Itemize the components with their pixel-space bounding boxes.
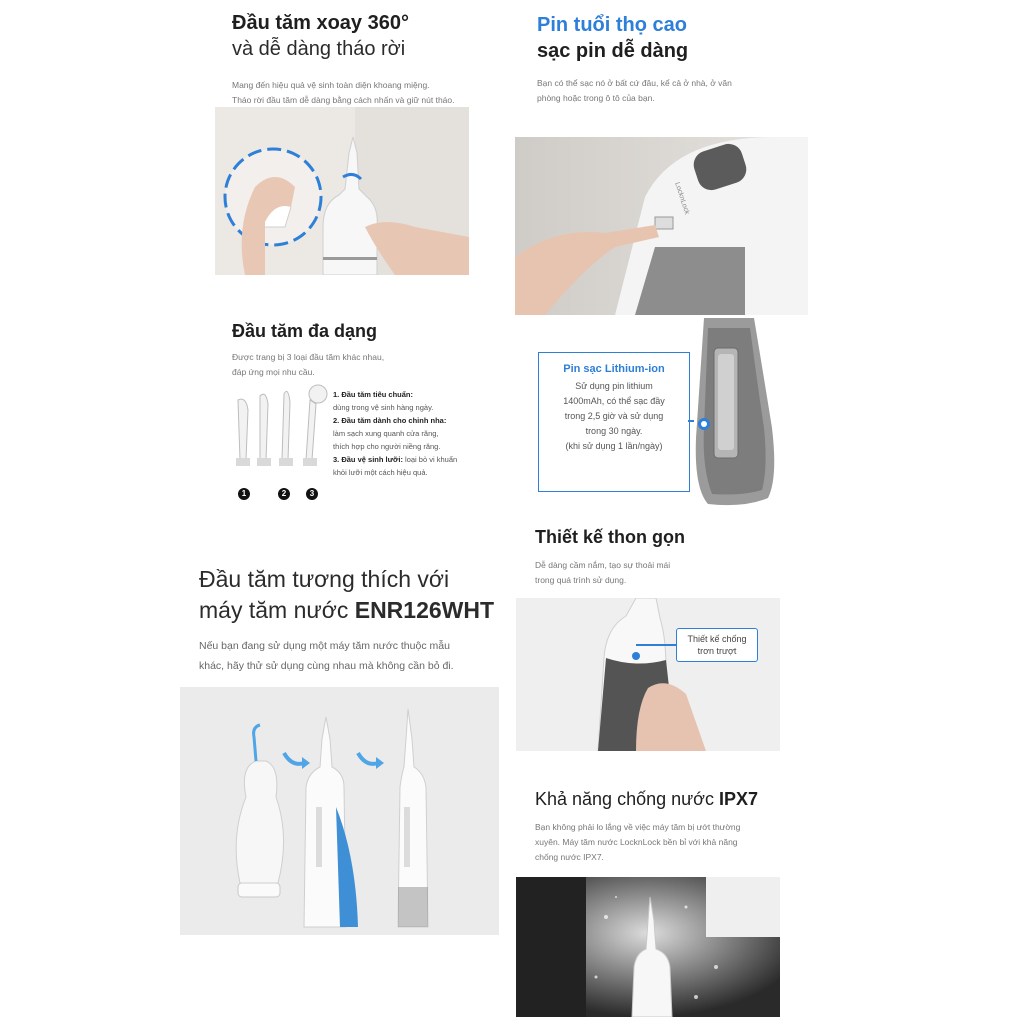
brand-label: LocknLock bbox=[673, 181, 691, 216]
slim-design-desc-1: Dễ dàng cầm nắm, tạo sự thoải mái bbox=[535, 560, 671, 570]
various-heads-title: Đầu tăm đa dạng bbox=[232, 321, 378, 341]
anti-slip-label bbox=[676, 628, 758, 662]
section-battery bbox=[537, 12, 732, 106]
compatible-desc-1: Nếu bạn đang sử dụng một máy tăm nước thuộc mẫu bbox=[199, 640, 450, 652]
rotating-head-subtitle: và dễ dàng tháo rời bbox=[232, 38, 406, 60]
slim-design-title: Thiết kế thon gọn bbox=[535, 527, 685, 547]
waterproof-desc-2: xuyên. Máy tăm nước LocknLock bền bỉ với khả năng bbox=[535, 837, 738, 847]
section-various-heads bbox=[232, 318, 384, 380]
lithium-callout-line: trong 2,5 giờ và sử dụng bbox=[564, 411, 664, 421]
section-slim-design bbox=[535, 524, 685, 588]
waterproof-desc-1: Bạn không phải lo lắng về việc máy tăm bị ướt thường bbox=[535, 822, 741, 832]
slim-design-photo bbox=[516, 598, 780, 751]
rotating-head-title: Đầu tăm xoay 360° bbox=[232, 12, 409, 34]
lithium-callout-line: 1400mAh, có thể sạc đầy bbox=[563, 396, 665, 406]
model-number: ENR126WHT bbox=[354, 597, 495, 623]
nozzle-type-item: 1. Đầu tăm tiêu chuẩn: dùng trong vệ sinh hàng ngày. bbox=[333, 390, 434, 412]
nozzle-number-3: 3 bbox=[306, 488, 318, 500]
ipx7-rating: IPX7 bbox=[718, 789, 759, 809]
waterproof-title bbox=[535, 786, 758, 812]
lithium-callout-line: trong 30 ngày. bbox=[585, 426, 643, 436]
waterproof-title-text: Khả năng chống nước bbox=[535, 789, 719, 809]
section-compatible bbox=[199, 564, 494, 676]
nozzle-type-item: 2. Đầu tăm dành cho chỉnh nha: làm sạch xung quanh cửa răng, thích hợp cho người niềng răng. bbox=[333, 416, 447, 451]
lithium-callout-line: Sử dụng pin lithium bbox=[575, 381, 653, 391]
compatible-devices-photo bbox=[180, 687, 499, 935]
battery-title: Pin tuổi thọ cao bbox=[537, 14, 687, 36]
anti-slip-label-line2: trơn trượt bbox=[697, 646, 737, 656]
compatible-title-prefix: máy tăm nước bbox=[199, 597, 355, 623]
nozzle-number-2: 2 bbox=[278, 488, 290, 500]
various-heads-desc-2: đáp ứng mọi nhu cầu. bbox=[232, 367, 315, 377]
compatible-title-line2 bbox=[199, 595, 494, 626]
charging-photo bbox=[515, 137, 808, 315]
lithium-battery-callout bbox=[538, 352, 690, 492]
anti-slip-label-line1: Thiết kế chống bbox=[687, 634, 747, 644]
battery-desc-2: phòng hoặc trong ô tô của bạn. bbox=[537, 93, 655, 103]
nozzle-illustration bbox=[226, 380, 336, 500]
battery-desc-1: Bạn có thể sạc nó ở bất cứ đâu, kể cả ở nhà, ở văn bbox=[537, 78, 732, 88]
nozzle-type-list bbox=[333, 388, 483, 479]
battery-subtitle: sạc pin dễ dàng bbox=[537, 40, 689, 62]
anti-slip-connector bbox=[636, 644, 676, 646]
nozzle-type-item: 3. Đầu vệ sinh lưỡi: loại bỏ vi khuẩn khỏi lưỡi một cách hiệu quả. bbox=[333, 455, 458, 477]
compatible-title-line1: Đầu tăm tương thích với bbox=[199, 566, 450, 592]
waterproof-desc-3: chống nước IPX7. bbox=[535, 852, 604, 862]
section-waterproof bbox=[535, 786, 758, 865]
rotating-head-desc-1: Mang đến hiệu quả vệ sinh toàn diện khoang miệng. bbox=[232, 80, 430, 90]
compatible-desc-2: khác, hãy thử sử dụng cùng nhau mà không cần bỏ đi. bbox=[199, 660, 454, 672]
waterproof-photo bbox=[516, 877, 780, 1017]
section-rotating-head bbox=[232, 10, 455, 108]
lithium-callout-line: (khi sử dụng 1 lần/ngày) bbox=[565, 441, 663, 451]
rotating-head-desc-2: Tháo rời đầu tăm dễ dàng bằng cách nhấn và giữ nút tháo. bbox=[232, 95, 455, 105]
lithium-callout-title: Pin sạc Lithium-ion bbox=[563, 363, 665, 375]
various-heads-desc-1: Được trang bị 3 loại đầu tăm khác nhau, bbox=[232, 352, 385, 362]
slim-design-desc-2: trong quá trình sử dụng. bbox=[535, 575, 627, 585]
rotating-head-photo bbox=[215, 107, 469, 275]
battery-cutaway-photo bbox=[694, 318, 786, 508]
nozzle-number-1: 1 bbox=[238, 488, 250, 500]
